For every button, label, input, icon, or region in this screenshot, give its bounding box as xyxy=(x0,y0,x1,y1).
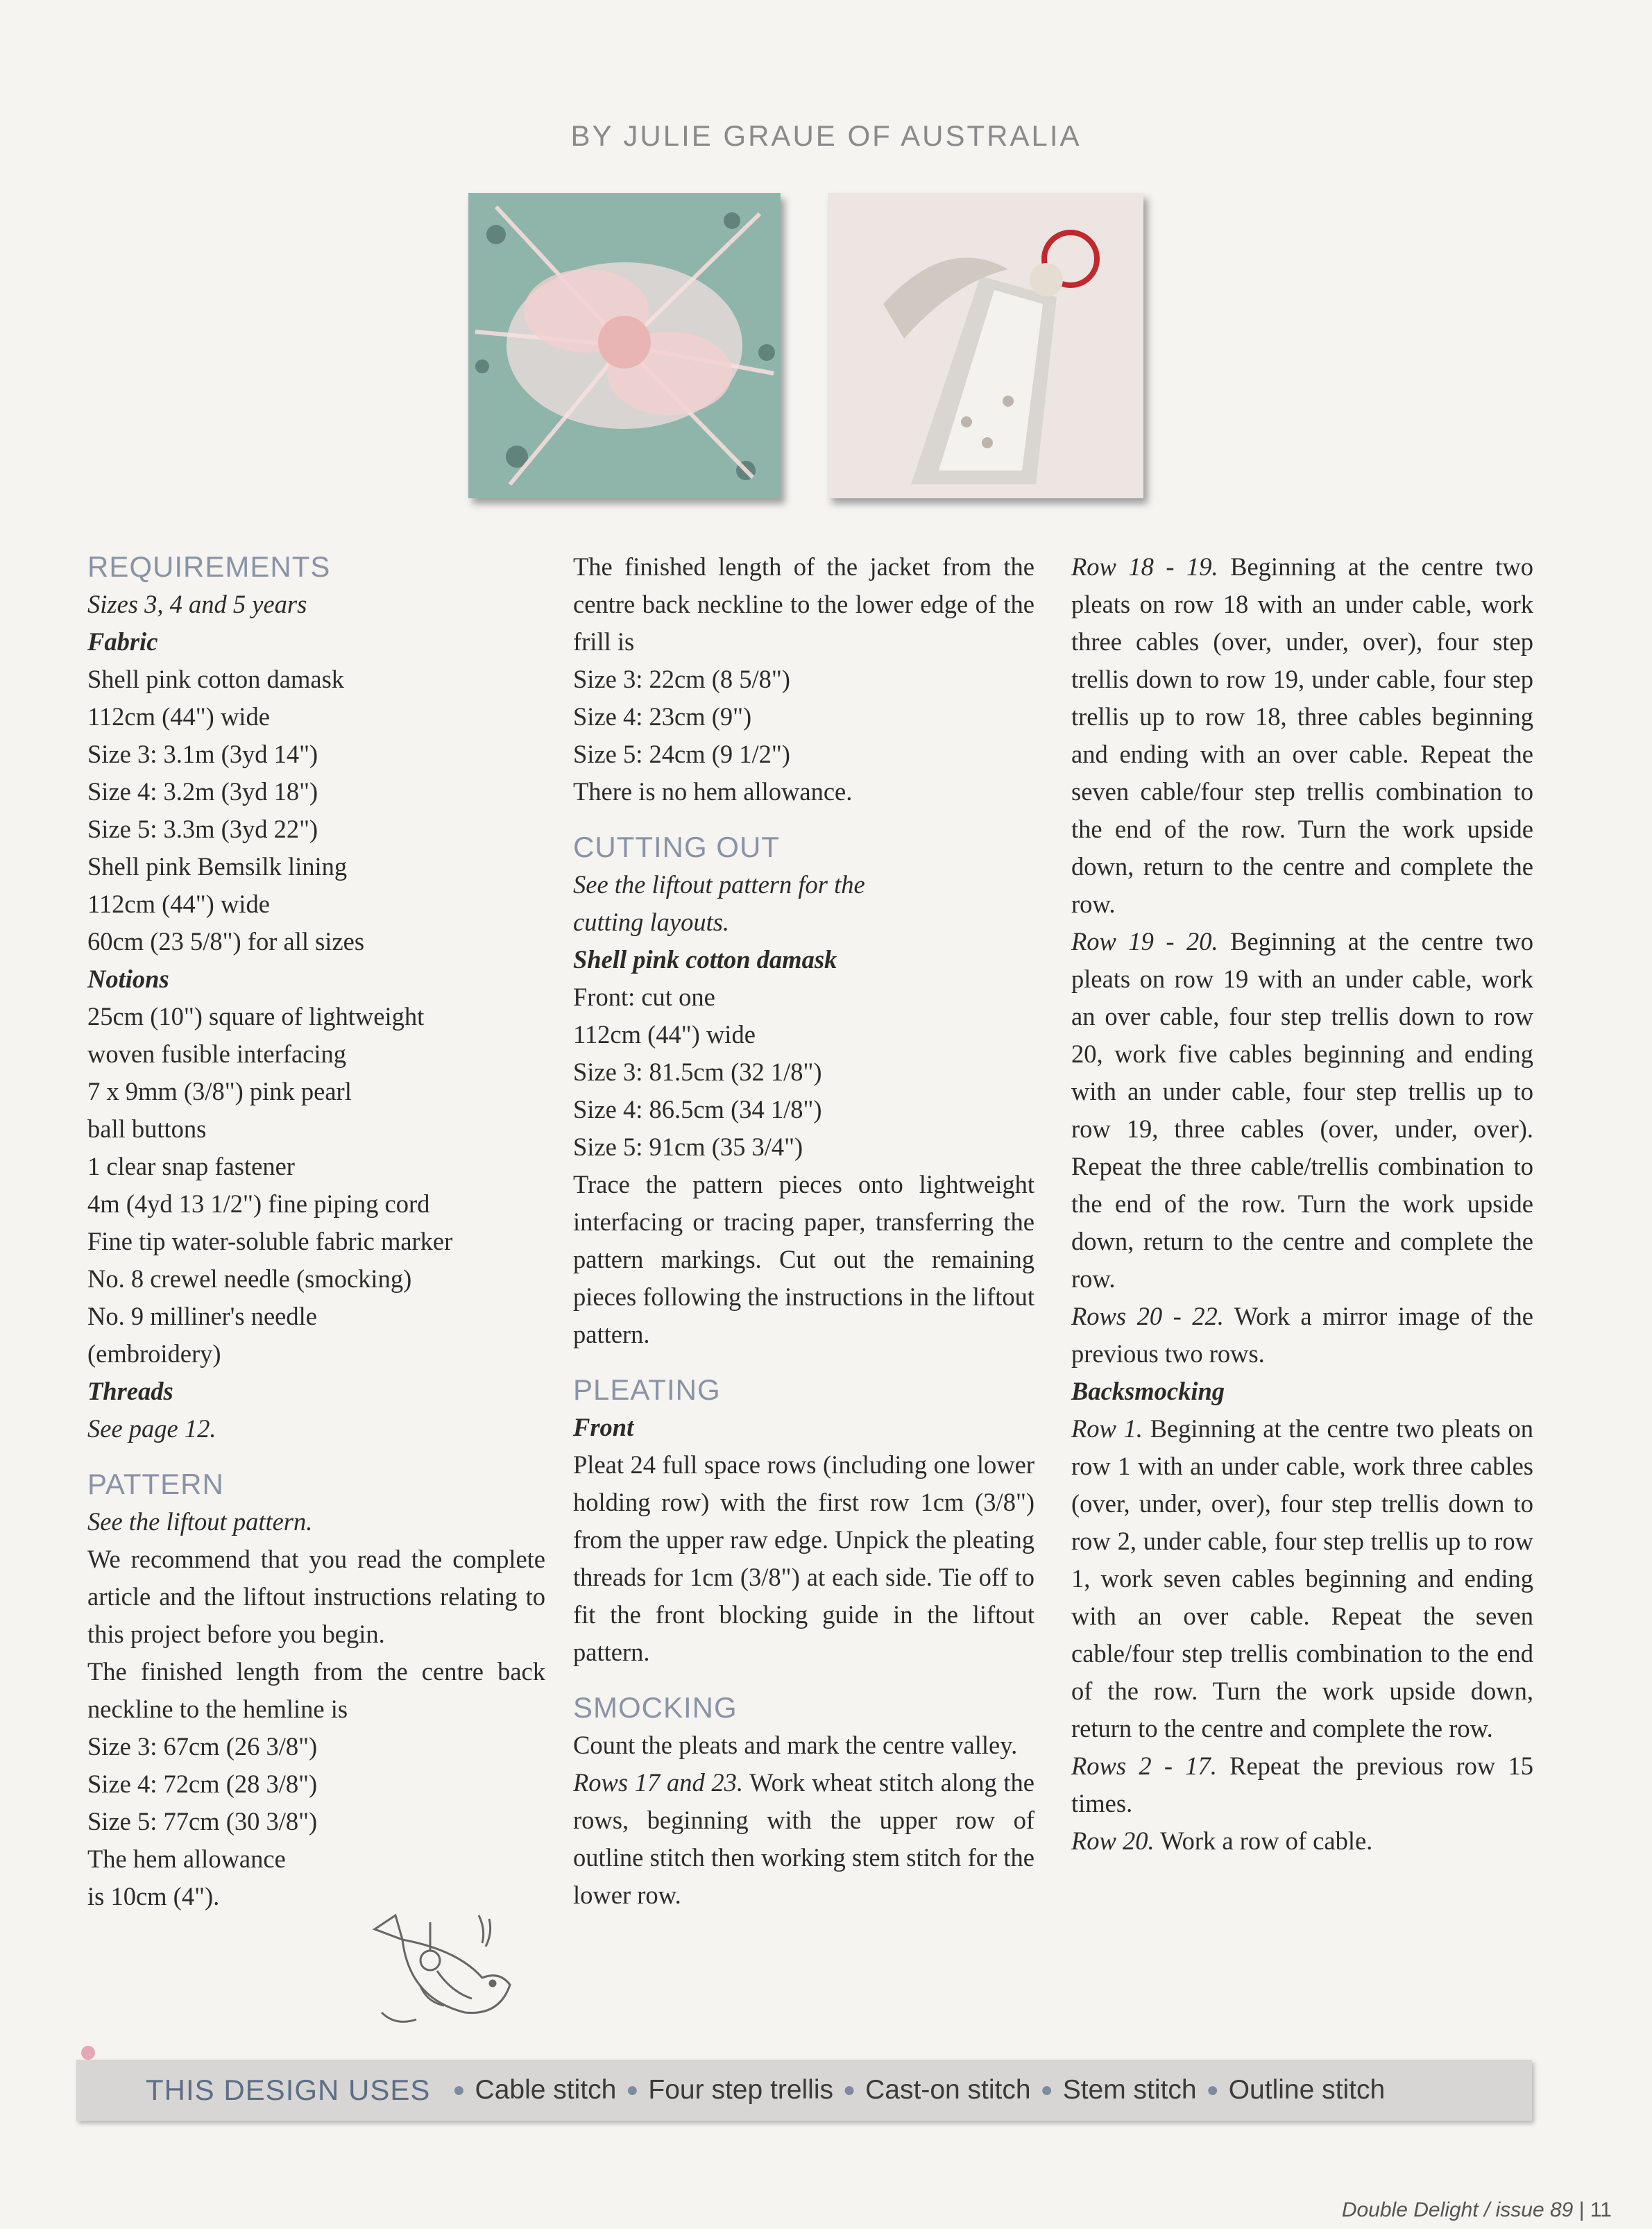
hem-line: The hem allowance xyxy=(87,1845,286,1873)
requirements-heading: REQUIREMENTS xyxy=(87,550,331,583)
smocking-body: Count the pleats and mark the centre valley. xyxy=(573,1731,1018,1759)
row-text: Work a mirror image of the previous two rows. xyxy=(1071,1302,1534,1368)
stitch-item: Cast-on stitch xyxy=(865,2075,1031,2105)
stitch-item: Stem stitch xyxy=(1062,2075,1197,2105)
page-number: 11 xyxy=(1590,2198,1612,2221)
bullet-icon: ● xyxy=(1206,2078,1219,2101)
notions-line: 7 x 9mm (3/8") pink pearl xyxy=(87,1077,352,1105)
column-3 xyxy=(1071,548,1533,1860)
row-instruction xyxy=(1071,548,1533,923)
fabric-line: Shell pink Bemsilk lining xyxy=(87,852,348,881)
fabric-line: Shell pink cotton damask xyxy=(87,665,345,693)
notions-line: 1 clear snap fastener xyxy=(87,1152,295,1180)
notions-line: No. 8 crewel needle (smocking) xyxy=(87,1264,412,1293)
row-text: Work wheat stitch along the rows, beginning with the upper row of outline stitch then working stem stitch for the lower row. xyxy=(573,1768,1034,1909)
row-text: Beginning at the centre two pleats on row 1 with an under cable, work three cables (over, under, over), four step trellis down to row 2, under cable, four step trellis up to row 1, work seven cables beginning and ending with an over cable. Repeat the seven cable/four step trellis combination to the end of the row. Turn the work upside down, return to the centre and complete the row. xyxy=(1071,1414,1534,1743)
row-instruction xyxy=(1071,1822,1533,1860)
notions-subheading: Notions xyxy=(87,965,169,993)
pleating-body: Pleat 24 full space rows (including one lower holding row) with the first row 1cm (3/8") from the upper raw edge. Unpick the pleating threads for 1cm (3/8") at each side. Tie off to fit the front blocking guide in the liftout pattern. xyxy=(573,1450,1034,1666)
bullet-icon: ● xyxy=(843,2078,856,2101)
trace-instructions: Trace the pattern pieces onto lightweight interfacing or tracing paper, transferring the pattern markings. Cut out the remaining pieces following the instructions in the liftout pattern. xyxy=(573,1170,1035,1348)
damask-subheading: Shell pink cotton damask xyxy=(573,945,837,974)
notions-line: (embroidery) xyxy=(87,1339,221,1368)
notions-line: 4m (4yd 13 1/2") fine piping cord xyxy=(87,1189,430,1218)
hem-line: is 10cm (4"). xyxy=(87,1882,220,1910)
angel-ornament-photo xyxy=(828,193,1143,498)
row-instruction xyxy=(1071,923,1533,1298)
notions-line: woven fusible interfacing xyxy=(87,1040,346,1068)
bullet-icon: ● xyxy=(1040,2078,1053,2101)
row-text: Beginning at the centre two pleats on row 18 with an under cable, work three cables (over, under, over), four step trellis down to row 19, under cable, four step trellis up to row 18, three cables beginning and ending with an over cable. Repeat the seven cable/four step trellis combination to the end of the row. Turn the work upside down, return to the centre and complete the row. xyxy=(1071,552,1534,918)
row-label: Rows 2 - 17. xyxy=(1071,1752,1217,1780)
pattern-heading: PATTERN xyxy=(87,1468,224,1500)
row-text: Beginning at the centre two pleats on row 19 with an under cable, work an over cable, four step trellis down to row 20, work five cables beginning and ending with an under cable, four step trellis up to row 19, three cables (over, under, over). Repeat the three cable/trellis combination to the end of the row. Turn the work upside down, return to the centre and complete the row. xyxy=(1071,927,1534,1293)
cutting-note: cutting layouts. xyxy=(573,908,730,936)
fabric-line: Size 5: 3.3m (3yd 22") xyxy=(87,815,318,843)
column-1 xyxy=(87,548,545,1915)
row-label: Rows 17 and 23. xyxy=(573,1768,744,1797)
fabric-line: Size 4: 3.2m (3yd 18") xyxy=(87,777,318,806)
pleating-heading: PLEATING xyxy=(573,1373,721,1406)
row-instruction xyxy=(1071,1410,1533,1747)
column-2 xyxy=(573,548,1034,1914)
fabric-subheading: Fabric xyxy=(87,627,158,656)
cutting-line: Front: cut one xyxy=(573,983,715,1011)
design-uses-label: THIS DESIGN USES xyxy=(146,2074,431,2106)
stitch-item: Outline stitch xyxy=(1228,2075,1386,2105)
fabric-line: 112cm (44") wide xyxy=(87,702,270,731)
row-text: Repeat the previous row 15 times. xyxy=(1071,1752,1534,1817)
magazine-issue: Double Delight / issue 89 xyxy=(1341,2198,1574,2221)
smocking-rows xyxy=(573,1764,1034,1914)
row-label: Row 20. xyxy=(1071,1827,1155,1855)
row-label: Row 19 - 20. xyxy=(1071,927,1218,956)
byline: BY JULIE GRAUE OF AUSTRALIA xyxy=(570,119,1082,152)
cutting-line: Size 3: 81.5cm (32 1/8") xyxy=(573,1058,822,1086)
stitch-item: Cable stitch xyxy=(475,2075,617,2105)
smocking-heading: SMOCKING xyxy=(573,1691,738,1724)
pattern-body: We recommend that you read the complete article and the liftout instructions relating to this project before you begin. xyxy=(87,1545,545,1648)
pattern-note: See the liftout pattern. xyxy=(87,1507,313,1536)
cutting-line: Size 5: 91cm (35 3/4") xyxy=(573,1133,803,1161)
row-instruction xyxy=(1071,1747,1533,1822)
ribbon-bow-photo xyxy=(468,193,781,498)
pattern-size-line: Size 5: 77cm (30 3/8") xyxy=(87,1807,318,1836)
backsmocking-subheading: Backsmocking xyxy=(1071,1377,1225,1405)
front-subheading: Front xyxy=(573,1413,634,1441)
jacket-size-line: Size 5: 24cm (9 1/2") xyxy=(573,740,790,768)
pattern-size-line: Size 4: 72cm (28 3/8") xyxy=(87,1770,318,1798)
row-instruction xyxy=(1071,1298,1533,1373)
row-label: Rows 20 - 22. xyxy=(1071,1302,1224,1330)
pattern-length: The finished length from the centre back neckline to the hemline is xyxy=(87,1657,545,1723)
threads-subheading: Threads xyxy=(87,1377,173,1405)
row-label: Row 18 - 19. xyxy=(1071,552,1218,581)
pattern-size-line: Size 3: 67cm (26 3/8") xyxy=(87,1732,318,1761)
fabric-line: 112cm (44") wide xyxy=(87,890,270,918)
bird-ornament-illustration xyxy=(361,1901,520,2033)
jacket-size-line: Size 3: 22cm (8 5/8") xyxy=(573,665,790,693)
row-label: Row 1. xyxy=(1071,1414,1143,1443)
no-hem-note: There is no hem allowance. xyxy=(573,777,853,806)
stitch-item: Four step trellis xyxy=(648,2075,834,2105)
footer-separator: | xyxy=(1578,2198,1585,2221)
cutting-out-heading: CUTTING OUT xyxy=(573,831,780,863)
cutting-line: Size 4: 86.5cm (34 1/8") xyxy=(573,1095,822,1124)
bullet-icon: ● xyxy=(626,2078,639,2101)
fabric-line: Size 3: 3.1m (3yd 14") xyxy=(87,740,318,768)
notions-line: Fine tip water-soluble fabric marker xyxy=(87,1227,453,1255)
cutting-line: 112cm (44") wide xyxy=(573,1020,756,1049)
notions-line: ball buttons xyxy=(87,1114,207,1143)
notions-line: 25cm (10") square of lightweight xyxy=(87,1002,425,1031)
jacket-length-intro: The finished length of the jacket from the centre back neckline to the lower edge of the frill is xyxy=(573,552,1034,656)
notions-line: No. 9 milliner's needle xyxy=(87,1302,317,1330)
jacket-size-line: Size 4: 23cm (9") xyxy=(573,702,752,731)
row-text: Work a row of cable. xyxy=(1160,1827,1373,1855)
design-uses-bar xyxy=(76,2060,1532,2121)
threads-note: See page 12. xyxy=(87,1414,216,1443)
page-footer xyxy=(1342,2198,1612,2222)
cutting-note: See the liftout pattern for the xyxy=(573,870,865,899)
fabric-line: 60cm (23 5/8") for all sizes xyxy=(87,927,365,956)
bullet-icon: ● xyxy=(452,2078,466,2101)
sizes-note: Sizes 3, 4 and 5 years xyxy=(87,590,307,618)
